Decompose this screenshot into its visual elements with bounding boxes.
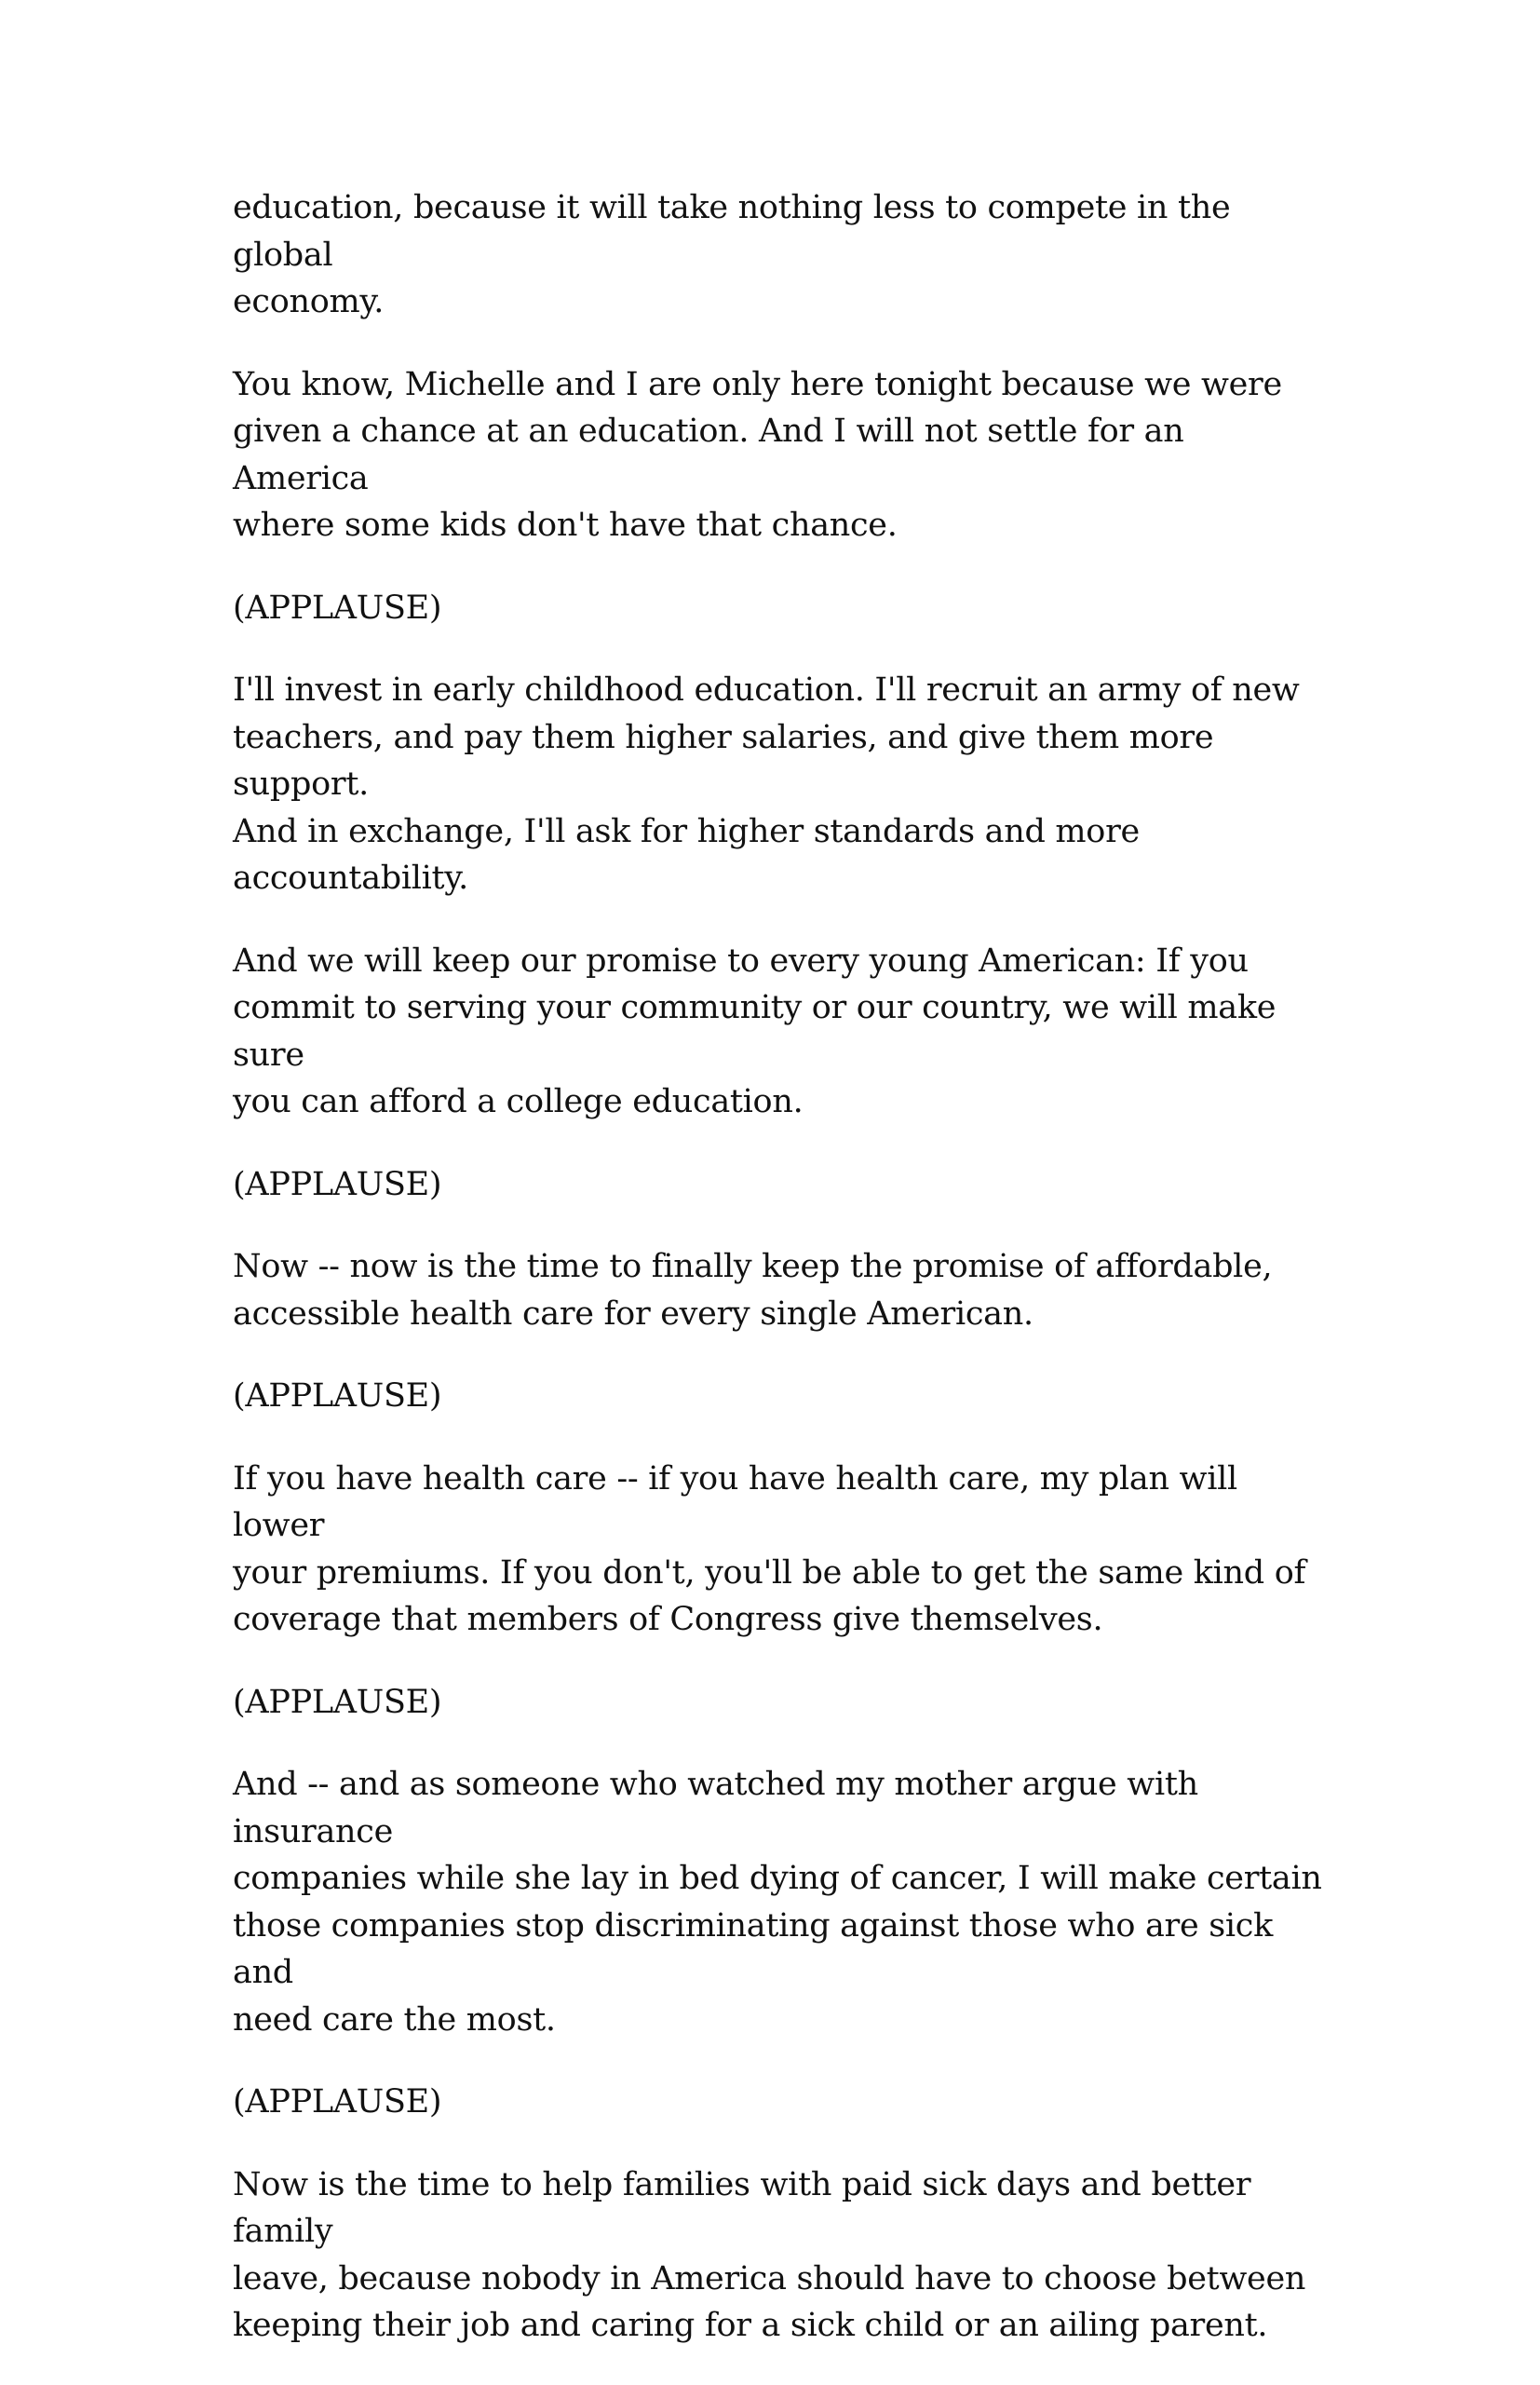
paragraph-insurance-companies: And -- and as someone who watched my mother argue with insurance companies while she lay in bed dying of cancer, I will make certain those companies stop discriminating against those who are sick and need care the most. bbox=[233, 1766, 1322, 2039]
applause-note: (APPLAUSE) bbox=[233, 1377, 442, 1415]
applause-note: (APPLAUSE) bbox=[233, 2083, 442, 2121]
applause-note: (APPLAUSE) bbox=[233, 1683, 442, 1721]
paragraph-michelle-education: You know, Michelle and I are only here tonight because we were given a chance at an education. And I will not settle for an America where some kids don't have that chance. bbox=[233, 365, 1282, 544]
paragraph-education-economy: education, because it will take nothing less to compete in the global economy. bbox=[233, 189, 1231, 320]
applause-note: (APPLAUSE) bbox=[233, 1165, 442, 1203]
document-body bbox=[233, 184, 1322, 2385]
paragraph-college-promise: And we will keep our promise to every young American: If you commit to serving your community or our country, we will make sure you can afford a college education. bbox=[233, 942, 1277, 1120]
applause-note: (APPLAUSE) bbox=[233, 589, 442, 627]
paragraph-sick-days: Now is the time to help families with paid sick days and better family leave, because nobody in America should have to choose between keeping their job and caring for a sick child or an ailing parent. bbox=[233, 2165, 1306, 2344]
paragraph-health-care: Now -- now is the time to finally keep the promise of affordable, accessible health care for every single American. bbox=[233, 1248, 1273, 1333]
paragraph-premiums: If you have health care -- if you have health care, my plan will lower your premiums. If you don't, you'll be able to get the same kind of coverage that members of Congress give themselves. bbox=[233, 1459, 1306, 1638]
paragraph-early-childhood: I'll invest in early childhood education. I'll recruit an army of new teachers, and pay them higher salaries, and give them more support. And in exchange, I'll ask for higher standards and more accountability. bbox=[233, 671, 1300, 897]
